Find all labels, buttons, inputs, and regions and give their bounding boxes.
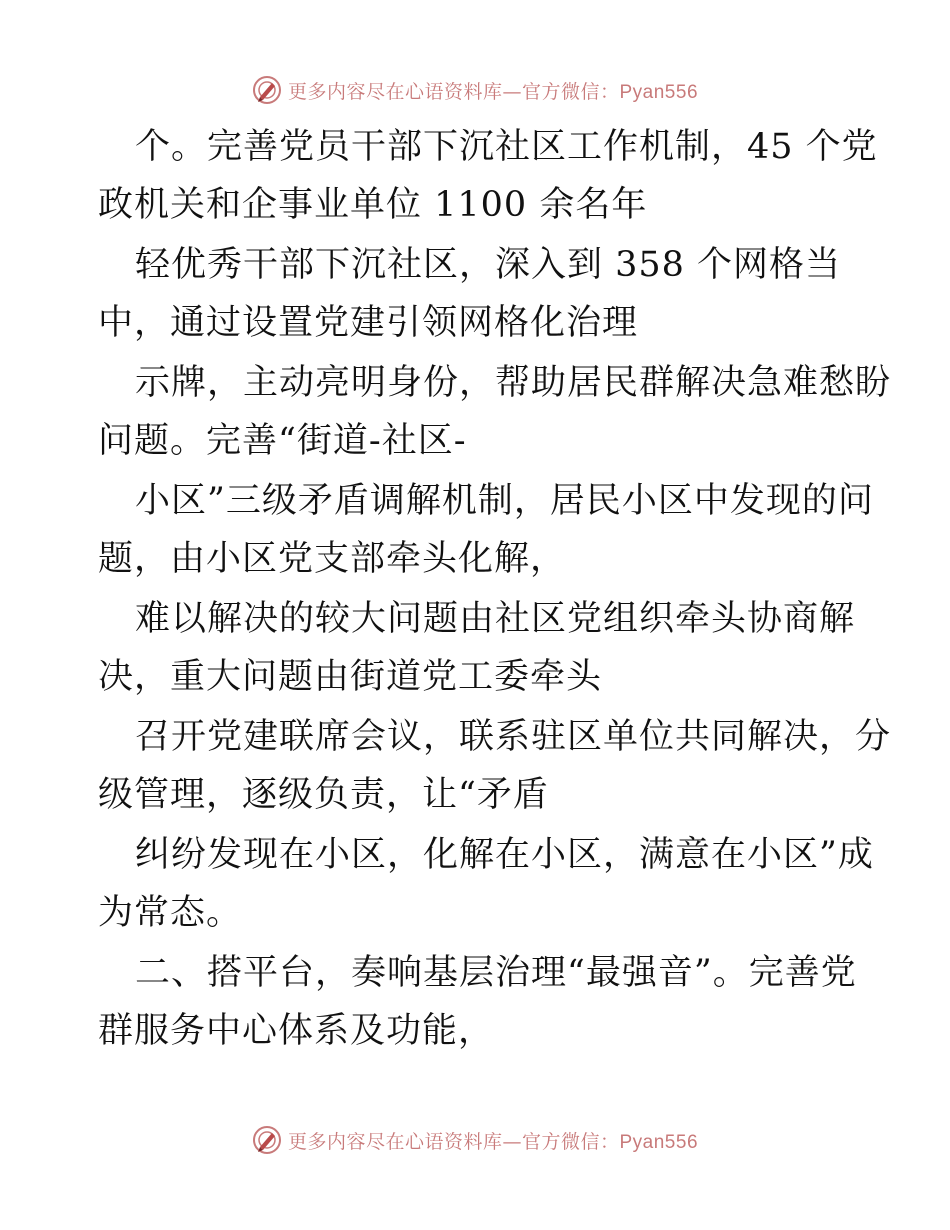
body-line: 决，重大问题由街道党工委牵头	[98, 657, 603, 697]
body-line: 政机关和企事业单位 1100 余名年	[98, 185, 648, 225]
watermark-text	[288, 1127, 698, 1154]
body-line: 级管理，逐级负责，让“矛盾	[98, 775, 549, 815]
body-line: 召开党建联席会议，联系驻区单位共同解决，分	[135, 717, 892, 757]
body-line: 个。完善党员干部下沉社区工作机制，45 个党	[135, 127, 878, 167]
body-line: 轻优秀干部下沉社区，深入到 358 个网格当	[135, 245, 842, 285]
body-line: 中，通过设置党建引领网格化治理	[98, 303, 639, 343]
header-watermark	[0, 70, 950, 110]
body-line: 纠纷发现在小区，化解在小区，满意在小区”成	[135, 835, 874, 875]
body-line: 二、搭平台，奏响基层治理“最强音”。完善党	[135, 953, 857, 993]
watermark-label: 更多内容尽在心语资料库—官方微信：	[287, 80, 620, 103]
body-line: 题，由小区党支部牵头化解，	[98, 539, 567, 579]
body-line: 小区”三级矛盾调解机制，居民小区中发现的问	[135, 481, 874, 521]
watermark-wechat-id: Pyan556	[619, 81, 699, 103]
footer-watermark	[0, 1120, 950, 1160]
pen-logo-icon	[252, 75, 282, 105]
body-line: 问题。完善“街道-社区-	[98, 421, 467, 461]
body-line: 为常态。	[98, 893, 243, 933]
body-line: 示牌，主动亮明身份，帮助居民群解决急难愁盼	[135, 363, 892, 403]
pen-logo-icon	[252, 1125, 282, 1155]
watermark-wechat-id: Pyan556	[619, 1131, 699, 1153]
watermark-text	[288, 77, 698, 104]
body-line: 难以解决的较大问题由社区党组织牵头协商解	[135, 599, 856, 639]
body-line: 群服务中心体系及功能，	[98, 1011, 495, 1051]
watermark-label: 更多内容尽在心语资料库—官方微信：	[287, 1130, 620, 1153]
